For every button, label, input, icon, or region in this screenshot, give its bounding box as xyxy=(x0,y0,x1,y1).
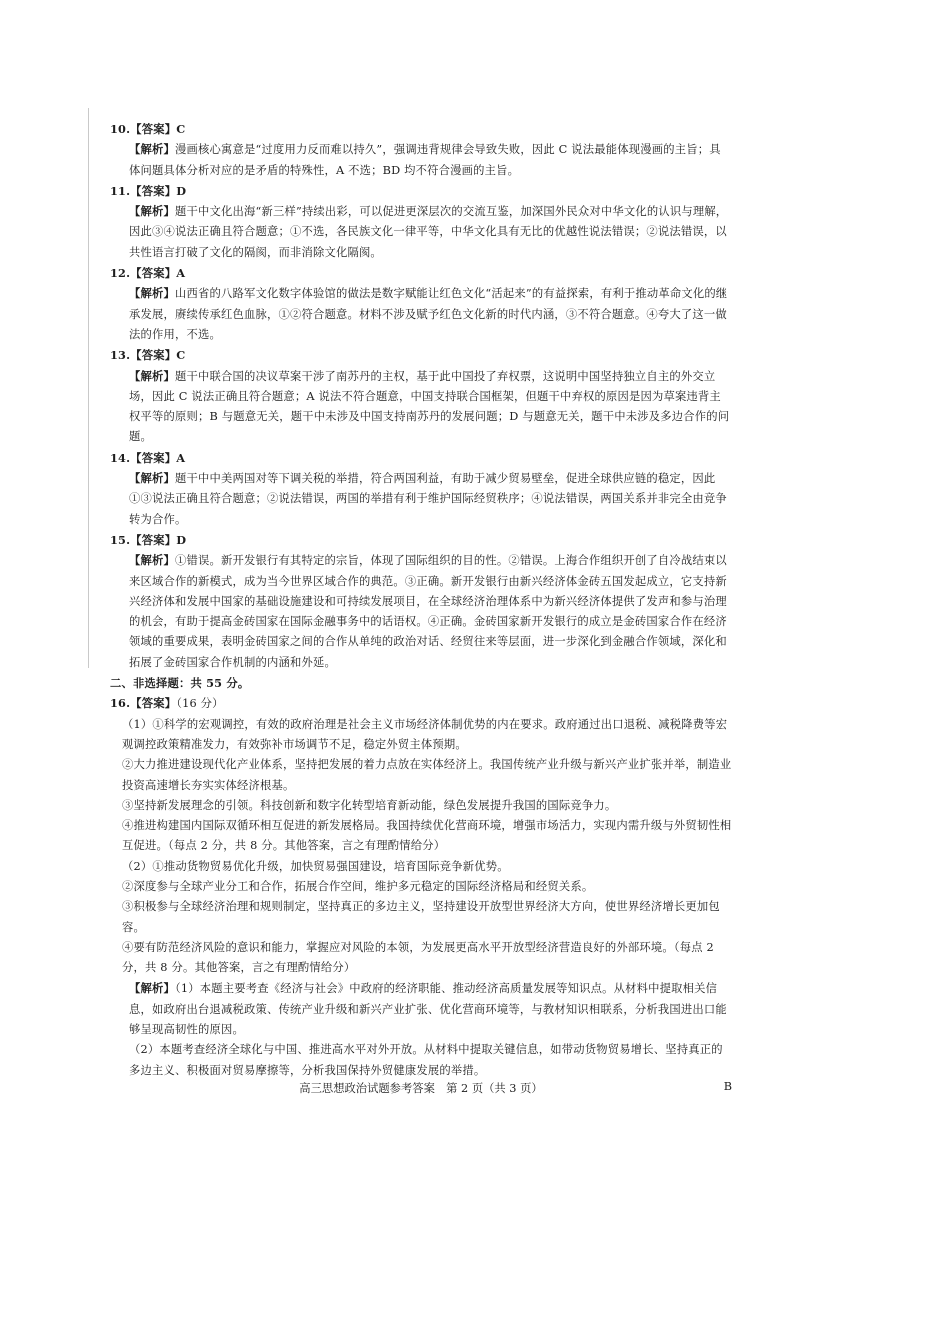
score-note: （16 分） xyxy=(176,697,224,711)
answer-value: A xyxy=(176,266,186,281)
question-11-answer xyxy=(110,181,732,201)
answer-value: C xyxy=(176,348,186,363)
question-14-explanation xyxy=(110,468,732,530)
margin-line xyxy=(88,108,89,668)
question-12-answer xyxy=(110,263,732,283)
answer-label: 【答案】 xyxy=(130,122,177,136)
answer-paragraph: ④要有防范经济风险的意识和能力，掌握应对风险的本领，为发展更高水平开放型经济营造良好的外部环境。（每点 2 分，共 8 分。其他答案，言之有理酌情给分） xyxy=(122,940,714,975)
answer-paragraph: ③积极参与全球经济治理和规则制定，坚持真正的多边主义，坚持建设开放型世界经济大方向，使世界经济增长更加包容。 xyxy=(122,900,720,934)
question-16-explanation xyxy=(110,978,732,1040)
answer-paragraph: ④推进构建国内国际双循环相互促进的新发展格局。我国持续优化营商环境，增强市场活力，实现内需升级与外贸韧性相互促进。（每点 2 分，共 8 分。其他答案，言之有理酌情给分） xyxy=(122,819,732,853)
answer-value: A xyxy=(176,450,186,465)
question-number: 14. xyxy=(110,450,131,465)
question-number: 16. xyxy=(110,696,131,711)
answer-value: C xyxy=(176,122,186,136)
explanation-label: 【解析】 xyxy=(129,368,175,383)
explanation-text: 题干中中美两国对等下调关税的举措，符合两国利益，有助于减少贸易壁垒，促进全球供应链的稳定，因此①③说法正确且符合题意；②说法错误，两国的举措有利于维护国际经贸秩序；④说法错误，两国关系并非完全由竞争转为合作。 xyxy=(129,472,727,526)
explanation-label: 【解析】 xyxy=(129,142,175,157)
answer-label: 【答案】 xyxy=(130,183,177,198)
answer-label: 【答案】 xyxy=(130,266,177,281)
answer-paragraph: （1）①科学的宏观调控，有效的政府治理是社会主义市场经济体制优势的内在要求。政府通过出口退税、减税降费等宏观调控政策精准发力，有效弥补市场调节不足，稳定外贸主体预期。 xyxy=(122,717,728,751)
question-10-answer xyxy=(110,119,732,139)
question-16-answer xyxy=(110,693,732,714)
question-15-answer xyxy=(110,530,732,550)
answer-value: D xyxy=(176,183,187,198)
answer-value: D xyxy=(176,532,187,547)
question-11-explanation xyxy=(110,201,732,263)
question-10-explanation xyxy=(110,139,732,181)
answer-paragraph: ②大力推进建设现代化产业体系，坚持把发展的着力点放在实体经济上。我国传统产业升级与新兴产业扩张并举，制造业投资高速增长夯实实体经济根基。 xyxy=(122,758,732,792)
answer-label: 【答案】 xyxy=(130,532,177,547)
explanation-label: 【解析】 xyxy=(129,553,175,568)
explanation-text: （1）本题主要考查《经济与社会》中政府的经济职能、推动经济高质量发展等知识点。从材料中提取相关信息，如政府出台退减税政策、传统产业升级和新兴产业扩张、优化营商环境等，与教材知识相联系，分析我国进出口能够呈现高韧性的原因。 xyxy=(129,982,727,1037)
version-mark: B xyxy=(723,1080,732,1093)
question-15-explanation xyxy=(110,550,732,673)
answer-paragraph: （2）①推动货物贸易优化升级，加快贸易强国建设，培育国际竞争新优势。 xyxy=(122,859,509,873)
explanation-text: 漫画核心寓意是“过度用力反而难以持久”，强调违背规律会导致失败，因此 C 说法最能体现漫画的主旨；具体问题具体分析对应的是矛盾的特殊性，A 不选；BD 均不符合漫画的主旨。 xyxy=(129,143,721,177)
explanation-text: ①错误。新开发银行有其特定的宗旨，体现了国际组织的目的性。②错误。上海合作组织开创了自冷战结束以来区域合作的新模式，成为当今世界区域合作的典范。③正确。新开发银行由新兴经济体金砖五国发起成立，它支持新兴经济体和发展中国家的基础设施建设和可持续发展项目，在全球经济治理体系中为新兴经济体提供了发声和参与治理的机会，有助于提高金砖国家在国际金融事务中的话语权。④正确。金砖国家新开发银行的成立是金砖国家合作在经济领域的重要成果，表明金砖国家之间的合作从单纯的政治对话、经贸往来等层面，进一步深化到金融合作领域，深化和拓展了金砖国家合作机制的内涵和外延。 xyxy=(129,554,727,669)
explanation-label: 【解析】 xyxy=(129,981,175,996)
question-number: 13. xyxy=(110,348,131,363)
explanation-label: 【解析】 xyxy=(129,471,175,486)
section-heading: 二、非选择题：共 55 分。 xyxy=(110,676,250,691)
question-13-answer xyxy=(110,345,732,365)
page-footer xyxy=(110,1080,732,1098)
explanation-label: 【解析】 xyxy=(129,286,175,301)
answer-label: 【答案】 xyxy=(130,348,177,363)
explanation-text: 山西省的八路军文化数字体验馆的做法是数字赋能让红色文化“活起来”的有益探索，有利于推动革命文化的继承发展，赓续传承红色血脉，①②符合题意。材料不涉及赋予红色文化新的时代内涵，③不符合题意。④夸大了这一做法的作用，不选。 xyxy=(129,287,728,341)
question-number: 11. xyxy=(110,183,131,198)
question-14-answer xyxy=(110,448,732,468)
page-content xyxy=(110,119,732,1081)
question-number: 12. xyxy=(110,266,131,281)
explanation-text: 题干中文化出海“新三样”持续出彩，可以促进更深层次的交流互鉴，加深国外民众对中华文化的认识与理解，因此③④说法正确且符合题意；①不选，各民族文化一律平等，中华文化具有无比的优越性说法错误；②说法错误，以共性语言打破了文化的隔阂，而非消除文化隔阂。 xyxy=(129,205,728,259)
explanation-label: 【解析】 xyxy=(129,204,175,219)
question-number: 15. xyxy=(110,532,131,547)
answer-label: 【答案】 xyxy=(130,450,177,465)
question-16-explanation-2: （2）本题考查经济全球化与中国、推进高水平对外开放。从材料中提取关键信息，如带动货物贸易增长、坚持真正的多边主义、积极面对贸易摩擦等，分析我国保持外贸健康发展的举措。 xyxy=(129,1043,723,1077)
answer-label: 【答案】 xyxy=(130,696,177,711)
question-13-explanation xyxy=(110,366,732,448)
answer-paragraph: ③坚持新发展理念的引领。科技创新和数字化转型培育新动能，绿色发展提升我国的国际竞争力。 xyxy=(122,798,617,812)
answer-paragraph: ②深度参与全球产业分工和合作，拓展合作空间，维护多元稳定的国际经济格局和经贸关系。 xyxy=(122,879,594,893)
footer-title: 高三思想政治试题参考答案 第 2 页（共 3 页） xyxy=(299,1082,543,1095)
question-number: 10. xyxy=(110,122,131,136)
explanation-text: 题干中联合国的决议草案干涉了南苏丹的主权，基于此中国投了弃权票，这说明中国坚持独立自主的外交立场，因此 C 说法正确且符合题意；A 说法不符合题意，中国支持联合国框架，但题干中弃权的原因是因为草案违背主权平等的原则；B 与题意无关，题干中未涉及中国支持南苏丹的发展问题；D 与题意无关，题干中未涉及多边合作的问题。 xyxy=(129,369,730,444)
question-12-explanation xyxy=(110,283,732,345)
